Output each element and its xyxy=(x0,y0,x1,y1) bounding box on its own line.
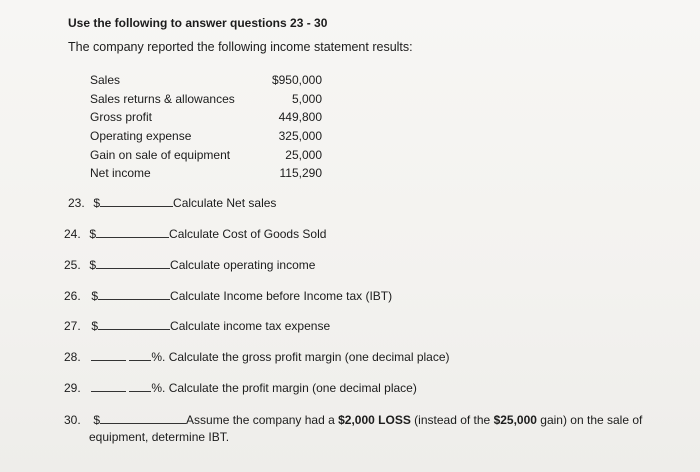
statement-label: Gross profit xyxy=(90,110,153,125)
income-statement xyxy=(90,71,322,183)
question-text-b: (instead of the xyxy=(410,413,494,427)
statement-label: Net income xyxy=(90,166,151,181)
percent-suffix: %. xyxy=(151,381,166,395)
question-number: 30. xyxy=(64,413,81,427)
currency-prefix: $ xyxy=(91,289,99,303)
statement-row xyxy=(90,108,322,127)
answer-blank[interactable] xyxy=(96,258,170,269)
question-26 xyxy=(64,289,392,303)
question-23 xyxy=(68,196,276,210)
answer-blank[interactable] xyxy=(100,196,173,207)
statement-row xyxy=(90,71,322,90)
answer-blank[interactable] xyxy=(96,227,169,238)
statement-amount: 115,290 xyxy=(279,166,322,181)
currency-prefix: $ xyxy=(93,413,101,427)
statement-amount: 325,000 xyxy=(278,129,322,144)
loss-amount: $2,000 LOSS xyxy=(338,413,411,427)
question-number: 25. xyxy=(64,258,81,272)
percent-suffix: %. xyxy=(151,350,166,364)
statement-row xyxy=(90,146,322,165)
statement-row xyxy=(90,90,322,109)
question-text: Calculate income tax expense xyxy=(170,319,331,333)
question-text-a: Assume the company had a xyxy=(186,413,339,427)
question-text: Calculate Net sales xyxy=(173,196,277,210)
answer-blank-decimal[interactable] xyxy=(129,350,151,361)
statement-row xyxy=(90,164,322,183)
statement-amount: $950,000 xyxy=(271,73,322,87)
question-27 xyxy=(64,319,330,333)
statement-label: Gain on sale of equipment xyxy=(90,147,231,162)
question-number: 24. xyxy=(64,227,81,241)
answer-blank-whole[interactable] xyxy=(91,350,126,361)
answer-blank[interactable] xyxy=(98,319,170,330)
intro-text: The company reported the following income statement results: xyxy=(68,40,413,54)
question-text: Calculate Income before Income tax (IBT) xyxy=(170,289,393,303)
question-25 xyxy=(64,258,315,272)
question-number: 28. xyxy=(64,350,81,364)
question-number: 26. xyxy=(64,289,81,303)
question-number: 27. xyxy=(64,319,81,333)
statement-label: Sales returns & allowances xyxy=(90,91,235,106)
question-text: Calculate the gross profit margin (one decimal place) xyxy=(168,350,450,364)
question-number: 29. xyxy=(64,381,81,395)
currency-prefix: $ xyxy=(91,319,99,333)
statement-label: Sales xyxy=(90,73,121,87)
currency-prefix: $ xyxy=(93,196,101,210)
question-30-continued: equipment, determine IBT. xyxy=(89,430,230,444)
question-text: Calculate operating income xyxy=(170,258,316,272)
question-text: Calculate the profit margin (one decimal place) xyxy=(168,381,417,395)
answer-blank[interactable] xyxy=(98,289,170,300)
question-30 xyxy=(64,413,642,427)
question-text: Calculate Cost of Goods Sold xyxy=(169,227,327,241)
question-24 xyxy=(64,227,326,241)
question-28 xyxy=(64,350,450,364)
answer-blank-decimal[interactable] xyxy=(129,381,151,392)
question-29 xyxy=(64,381,417,395)
statement-amount: 449,800 xyxy=(278,110,322,125)
answer-blank[interactable] xyxy=(100,413,186,424)
question-text-c: gain) on the sale of xyxy=(536,413,643,427)
answer-blank-whole[interactable] xyxy=(91,381,126,392)
statement-label: Operating expense xyxy=(90,129,192,144)
statement-amount: 5,000 xyxy=(291,91,322,106)
currency-prefix: $ xyxy=(89,258,97,272)
statement-amount: 25,000 xyxy=(285,147,322,162)
statement-row xyxy=(90,127,322,146)
section-heading: Use the following to answer questions 23 - 30 xyxy=(68,16,328,30)
currency-prefix: $ xyxy=(89,227,97,241)
question-number: 23. xyxy=(68,196,85,210)
gain-amount: $25,000 xyxy=(493,413,537,427)
